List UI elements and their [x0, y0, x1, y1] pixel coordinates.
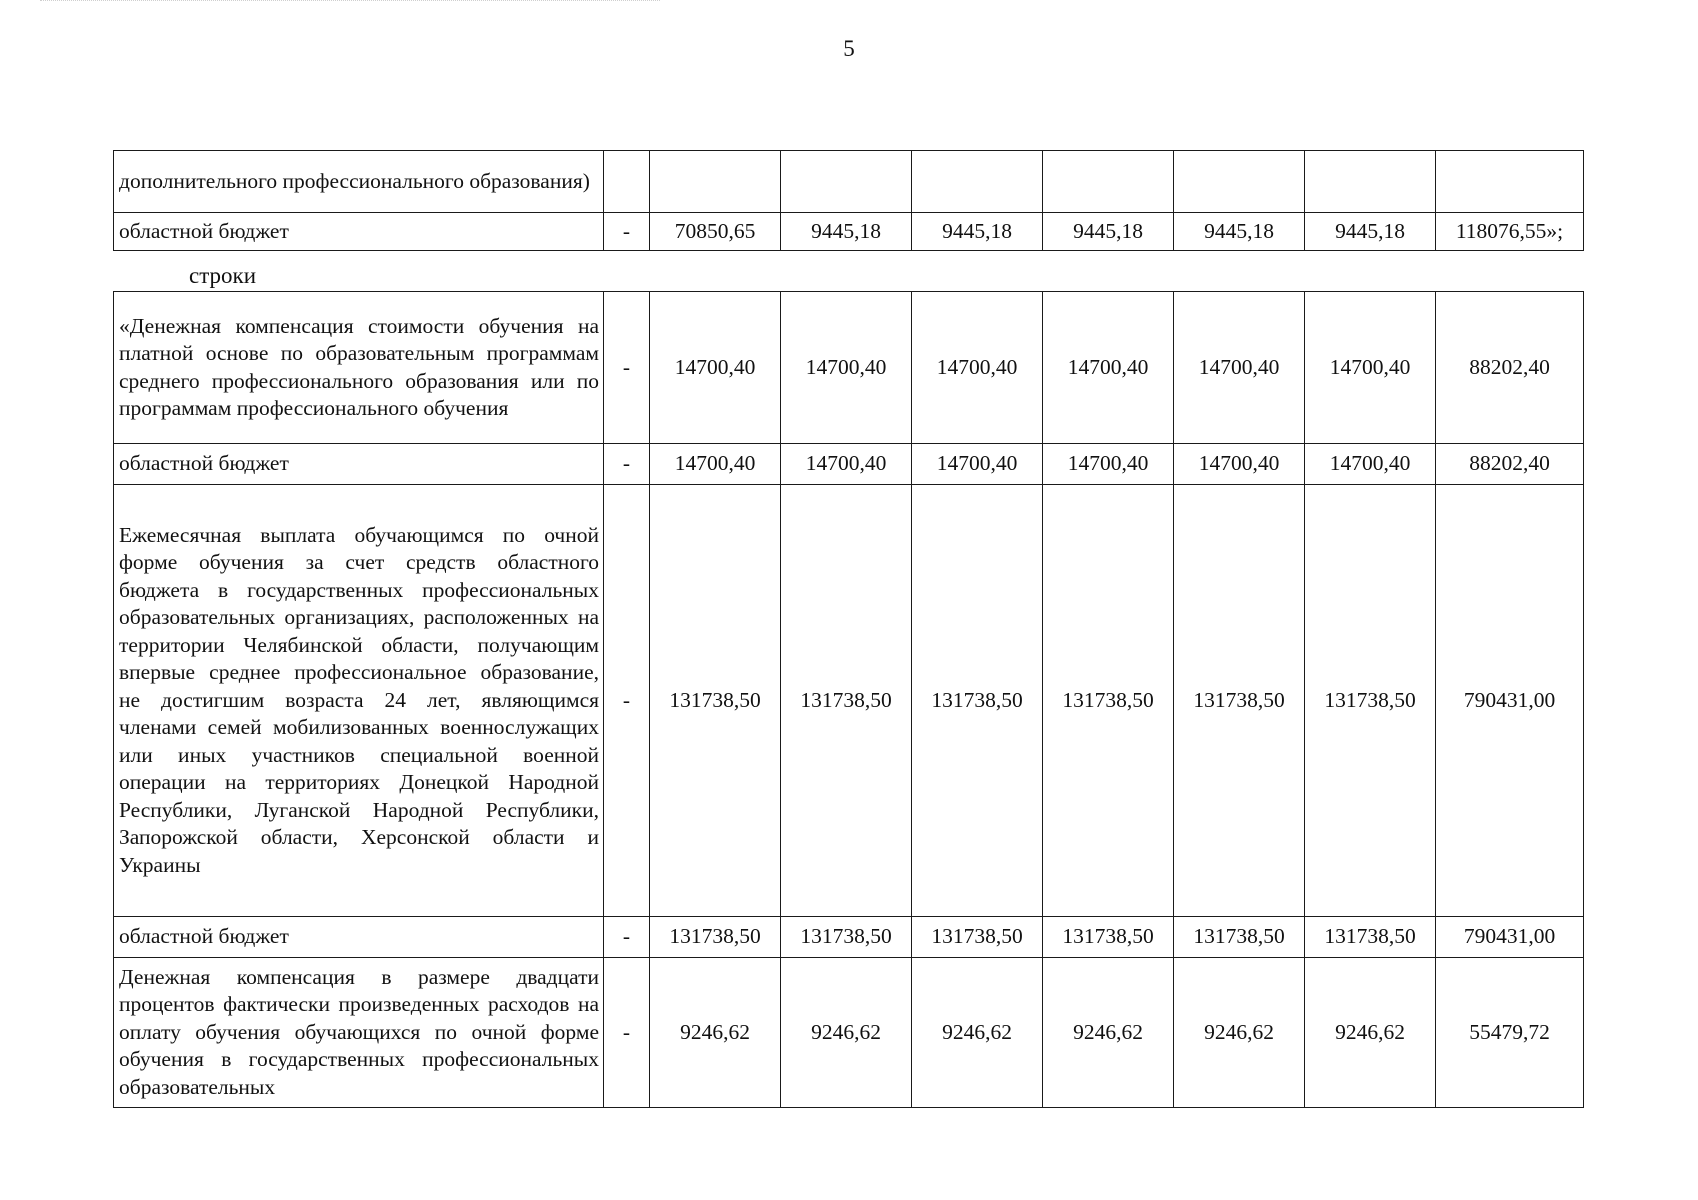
- row-value: 131738,50: [1305, 917, 1436, 958]
- row-value: [912, 151, 1043, 213]
- row-value: 14700,40: [781, 444, 912, 485]
- row-value: 14700,40: [1305, 292, 1436, 444]
- row-value: 14700,40: [650, 292, 781, 444]
- row-value: 9246,62: [650, 958, 781, 1108]
- row-value: 131738,50: [1043, 485, 1174, 917]
- row-value: 14700,40: [1174, 292, 1305, 444]
- row-value: 9445,18: [912, 213, 1043, 251]
- row-description: Денежная компенсация в размере двадцати процентов фактически произведенных расходов на оплату обучения обучающихся по очной форме обучения в государственных профессиональных образовательных: [114, 958, 604, 1108]
- row-total: 88202,40: [1436, 292, 1584, 444]
- row-total: 790431,00: [1436, 917, 1584, 958]
- row-total: 118076,55»;: [1436, 213, 1584, 251]
- row-dash: -: [604, 958, 650, 1108]
- row-value: 14700,40: [1043, 292, 1174, 444]
- row-value: 9246,62: [781, 958, 912, 1108]
- row-dash: -: [604, 485, 650, 917]
- table-row: [114, 917, 1584, 958]
- table-row: [114, 151, 1584, 213]
- row-value: 9246,62: [912, 958, 1043, 1108]
- table-row: [114, 958, 1584, 1108]
- row-total: 790431,00: [1436, 485, 1584, 917]
- row-value: 9246,62: [1174, 958, 1305, 1108]
- row-value: 131738,50: [1043, 917, 1174, 958]
- row-value: 70850,65: [650, 213, 781, 251]
- budget-table-top: [113, 150, 1584, 251]
- row-dash: -: [604, 917, 650, 958]
- row-description: областной бюджет: [114, 213, 604, 251]
- row-value: 131738,50: [1174, 485, 1305, 917]
- row-value: 131738,50: [1305, 485, 1436, 917]
- row-value: 131738,50: [650, 917, 781, 958]
- row-value: 14700,40: [1043, 444, 1174, 485]
- row-value: [650, 151, 781, 213]
- row-value: 14700,40: [781, 292, 912, 444]
- row-description: Ежемесячная выплата обучающимся по очной форме обучения за счет средств областного бюджета в государственных профессиональных образовательных организациях, расположенных на территории Челябинской области, получающим впервые среднее профессиональное образование, не достигшим возраста 24 лет, являющимся членами семей мобилизованных военнослужащих или иных участников специальной военной операции на территориях Донецкой Народной Республики, Луганской Народной Республики, Запорожской области, Херсонской области и Украины: [114, 485, 604, 917]
- row-value: 14700,40: [912, 444, 1043, 485]
- row-value: 131738,50: [1174, 917, 1305, 958]
- scan-artifact-line: [40, 0, 660, 4]
- table-row: [114, 485, 1584, 917]
- row-dash: -: [604, 444, 650, 485]
- row-value: 131738,50: [781, 917, 912, 958]
- row-value: [1174, 151, 1305, 213]
- row-value: [781, 151, 912, 213]
- row-value: 14700,40: [1305, 444, 1436, 485]
- row-description: «Денежная компенсация стоимости обучения на платной основе по образовательным программам среднего профессионального образования или по программам профессионального обучения: [114, 292, 604, 444]
- row-value: 9246,62: [1305, 958, 1436, 1108]
- row-description: дополнительного профессионального образования): [114, 151, 604, 213]
- row-value: 14700,40: [650, 444, 781, 485]
- row-value: 14700,40: [912, 292, 1043, 444]
- row-value: [1043, 151, 1174, 213]
- row-value: 14700,40: [1174, 444, 1305, 485]
- page-number: 5: [843, 36, 855, 61]
- row-value: 9445,18: [781, 213, 912, 251]
- row-total: 55479,72: [1436, 958, 1584, 1108]
- row-value: [1305, 151, 1436, 213]
- row-value: 9246,62: [1043, 958, 1174, 1108]
- table-row: [114, 444, 1584, 485]
- table-row: [114, 292, 1584, 444]
- row-dash: [604, 151, 650, 213]
- between-text: строки: [189, 263, 257, 288]
- row-description: областной бюджет: [114, 444, 604, 485]
- row-value: 131738,50: [650, 485, 781, 917]
- row-total: [1436, 151, 1584, 213]
- row-dash: -: [604, 292, 650, 444]
- table-row: [114, 213, 1584, 251]
- budget-table-bottom: [113, 291, 1584, 1108]
- row-value: 131738,50: [781, 485, 912, 917]
- row-total: 88202,40: [1436, 444, 1584, 485]
- row-value: 9445,18: [1305, 213, 1436, 251]
- row-value: 131738,50: [912, 917, 1043, 958]
- row-value: 9445,18: [1043, 213, 1174, 251]
- row-description: областной бюджет: [114, 917, 604, 958]
- row-value: 131738,50: [912, 485, 1043, 917]
- row-value: 9445,18: [1174, 213, 1305, 251]
- row-dash: -: [604, 213, 650, 251]
